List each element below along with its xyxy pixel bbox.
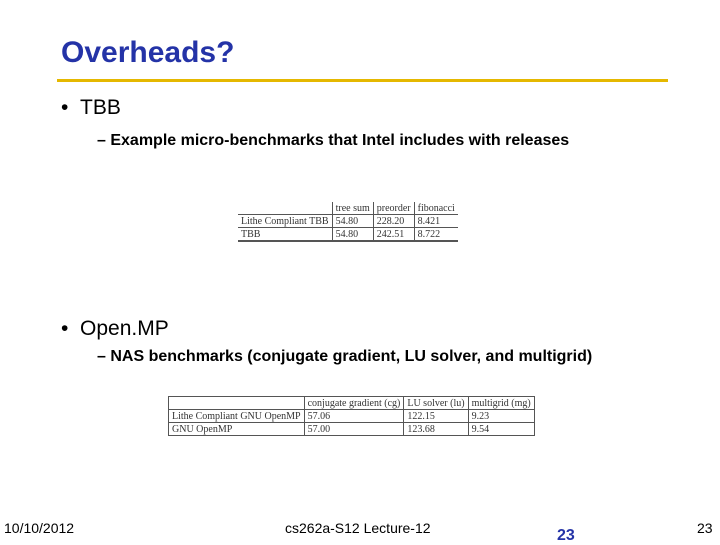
tbb-benchmark-table <box>238 202 458 242</box>
table-cell: 9.23 <box>468 410 534 423</box>
table-cell: 8.722 <box>414 228 458 242</box>
table-corner-cell <box>169 397 305 410</box>
column-header: conjugate gradient (cg) <box>304 397 404 410</box>
footer-date: 10/10/2012 <box>4 520 75 536</box>
table-cell: 54.80 <box>332 228 373 242</box>
table-row <box>169 410 535 423</box>
table-cell: 54.80 <box>332 215 373 228</box>
table-header-row <box>238 202 458 215</box>
table-row <box>238 215 458 228</box>
table-cell: 228.20 <box>373 215 414 228</box>
table-cell: 57.00 <box>304 423 404 436</box>
bullet-tbb-label: TBB <box>80 96 121 119</box>
table-cell: 242.51 <box>373 228 414 242</box>
openmp-benchmark-table <box>168 396 535 436</box>
row-label: TBB <box>238 228 332 242</box>
row-label: Lithe Compliant TBB <box>238 215 332 228</box>
bullet-dot: • <box>61 317 81 340</box>
bullet-openmp <box>61 317 169 340</box>
table-cell: 122.15 <box>404 410 468 423</box>
table-row <box>238 228 458 242</box>
footer-slide-number: 23 <box>557 527 575 544</box>
table-cell: 123.68 <box>404 423 468 436</box>
table-cell: 57.06 <box>304 410 404 423</box>
footer-course: cs262a-S12 Lecture-12 <box>285 520 431 536</box>
column-header: multigrid (mg) <box>468 397 534 410</box>
column-header: LU solver (lu) <box>404 397 468 410</box>
table-row <box>169 423 535 436</box>
table-cell: 8.421 <box>414 215 458 228</box>
table-corner-cell <box>238 202 332 215</box>
title-underline <box>57 79 668 82</box>
slide-title: Overheads? <box>61 36 235 69</box>
bullet-tbb <box>61 96 121 119</box>
table-cell: 9.54 <box>468 423 534 436</box>
table-header-row <box>169 397 535 410</box>
column-header: fibonacci <box>414 202 458 215</box>
column-header: preorder <box>373 202 414 215</box>
footer-page-number: 23 <box>697 520 713 536</box>
bullet-dot: • <box>61 96 81 119</box>
sub-bullet-tbb: – Example micro-benchmarks that Intel includes with releases <box>97 132 570 149</box>
row-label: Lithe Compliant GNU OpenMP <box>169 410 305 423</box>
column-header: tree sum <box>332 202 373 215</box>
bullet-openmp-label: Open.MP <box>80 317 169 340</box>
sub-bullet-openmp: – NAS benchmarks (conjugate gradient, LU solver, and multigrid) <box>97 348 593 365</box>
row-label: GNU OpenMP <box>169 423 305 436</box>
